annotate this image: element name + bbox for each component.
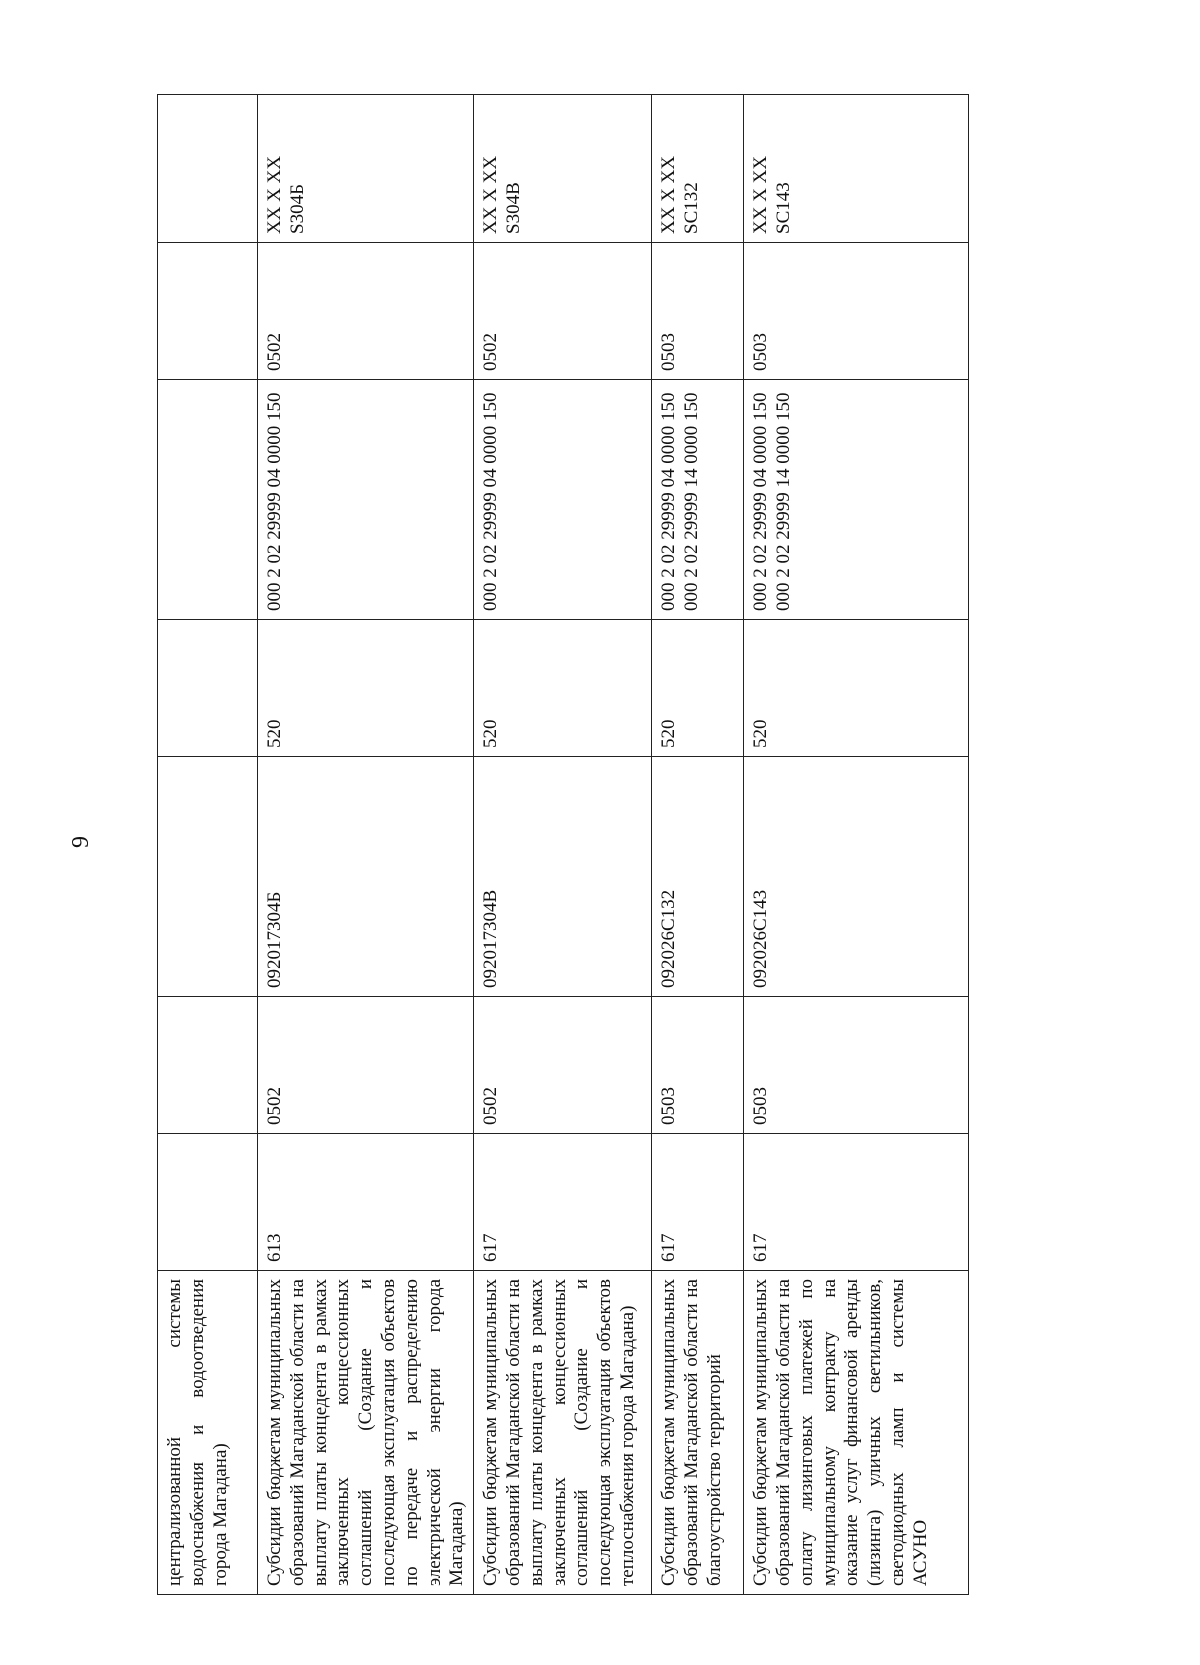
revenue-codes-cell [258,380,474,620]
expense-type-cell: 520 [474,620,652,757]
section-code-cell [158,997,258,1134]
table-row [474,95,652,1595]
section-code-cell: 0502 [258,997,474,1134]
section-code-cell: 0503 [652,997,744,1134]
municipal-section-cell: 0502 [474,243,652,380]
subsidy-description: Субсидии бюджетам муниципальных образований Магаданской области на оплату лизинговых платежей по муниципальному контракту на оказание услуг финансовой аренды (лизинга) уличных светильников, светодиодных ламп и системы АСУНО [744,1271,969,1595]
municipal-article-cell [158,95,258,243]
revenue-code: 000 2 02 29999 04 0000 150 [658,392,680,611]
subsidy-description: Субсидии бюджетам муниципальных образований Магаданской области на выплату платы концедента в рамках заключенных концессионных соглашений (Создание и последующая эксплуатация объектов по передаче и распределению электрической энергии города Магадана) [258,1271,474,1595]
budget-table-wrapper [157,95,957,1595]
municipal-article-cell: XX X XX S304Б [258,95,474,243]
revenue-code: 000 2 02 29999 14 0000 150 [680,392,702,611]
table-row [158,95,258,1595]
page-number: 9 [68,836,94,848]
subsidy-description: Субсидии бюджетам муниципальных образований Магаданской области на выплату платы концедента в рамках заключенных концессионных соглашений (Создание и последующая эксплуатация объектов теплоснабжения города Магадана) [474,1271,652,1595]
municipal-section-cell: 0503 [744,243,969,380]
code-613-cell: 617 [652,1134,744,1271]
table-row [744,95,969,1595]
target-article-cell: 092026С143 [744,757,969,997]
subsidy-description: Субсидии бюджетам муниципальных образований Магаданской области на благоустройство территорий [652,1271,744,1595]
expense-type-cell [158,620,258,757]
revenue-codes-cell [474,380,652,620]
expense-type-cell: 520 [652,620,744,757]
subsidy-description: централизованной системы водоснабжения и водоотведения города Магадана) [158,1271,258,1595]
revenue-codes-cell [744,380,969,620]
section-code-cell: 0503 [744,997,969,1134]
code-613-cell: 617 [744,1134,969,1271]
municipal-article-cell: XX X XX SC143 [744,95,969,243]
revenue-code: 000 2 02 29999 04 0000 150 [750,392,772,611]
target-article-cell: 092017304В [474,757,652,997]
code-613-cell: 613 [258,1134,474,1271]
revenue-codes-cell [158,380,258,620]
table-row [258,95,474,1595]
revenue-code: 000 2 02 29999 14 0000 150 [772,392,794,611]
budget-classification-table [157,94,969,1595]
revenue-code: 000 2 02 29999 04 0000 150 [264,392,285,611]
table-row [652,95,744,1595]
revenue-codes-cell [652,380,744,620]
expense-type-cell: 520 [744,620,969,757]
revenue-code: 000 2 02 29999 04 0000 150 [480,392,502,611]
target-article-cell: 092017304Б [258,757,474,997]
municipal-article-cell: XX X XX SC132 [652,95,744,243]
section-code-cell: 0502 [474,997,652,1134]
target-article-cell: 092026С132 [652,757,744,997]
expense-type-cell: 520 [258,620,474,757]
municipal-section-cell [158,243,258,380]
municipal-section-cell: 0503 [652,243,744,380]
municipal-section-cell: 0502 [258,243,474,380]
municipal-article-cell: XX X XX S304В [474,95,652,243]
code-613-cell [158,1134,258,1271]
target-article-cell [158,757,258,997]
code-613-cell: 617 [474,1134,652,1271]
